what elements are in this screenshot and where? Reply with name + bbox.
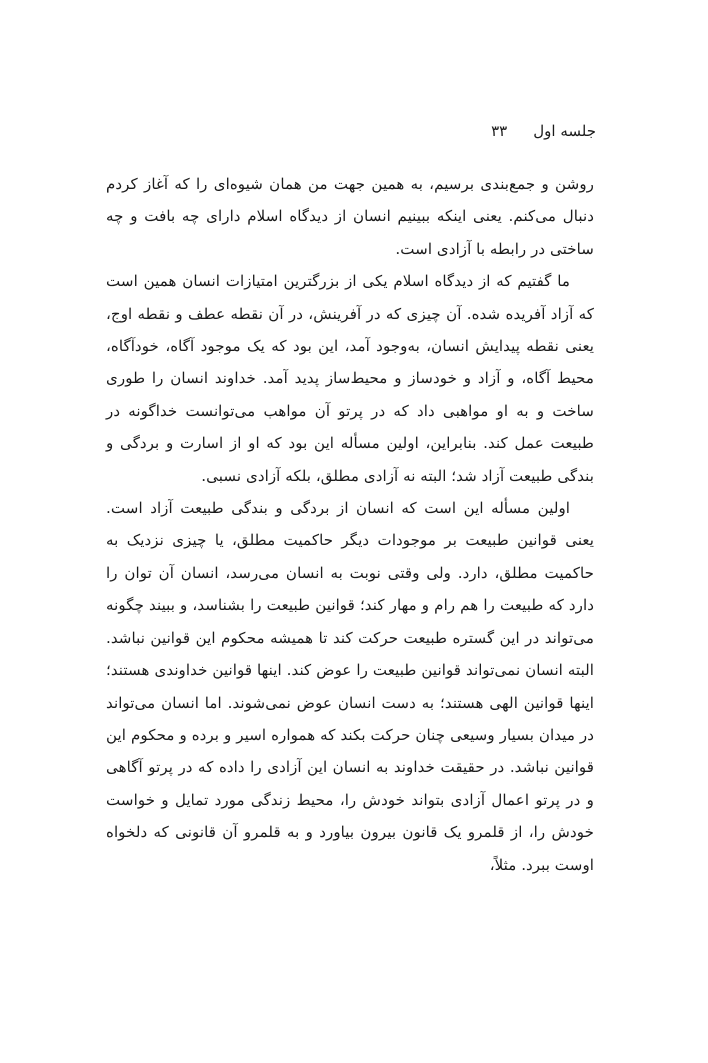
paragraph: ما گفتیم که از دیدگاه اسلام یکی از بزرگترین امتیازات انسان همین است که آزاد آفریده شده. آن چیزی که در آفرینش، در آن نقطه عطف و نقطه اوج، یعنی نقطه پیدایش انسان، به‌وجود آمد، این بود که یک موجود آگاه، خودآگاه، محیط آگاه، و آزاد و خودساز و محیط‌ساز پدید آمد. خداوند انسان را طوری ساخت و به او مواهبی داد که در پرتو آن مواهب می‌توانست خداگونه در طبیعت عمل کند. بنابراین، اولین مسأله این بود که او از اسارت و بردگی و بندگی طبیعت آزاد شد؛ البته نه آزادی مطلق، بلکه آزادی نسبی. xyxy=(106,272,594,485)
section-title: جلسه اول xyxy=(533,122,596,140)
paragraph: روشن و جمع‌بندی برسیم، به همین جهت من همان شیوه‌ای را که آغاز کردم دنبال می‌کنم. یعنی اینکه ببینیم انسان از دیدگاه اسلام دارای چه بافت و چه ساختی در رابطه با آزادی است. xyxy=(106,175,594,258)
paragraph: اولین مسأله این است که انسان از بردگی و بندگی طبیعت آزاد است. یعنی قوانین طبیعت بر موجودات دیگر حاکمیت مطلق، یا چیزی نزدیک به حاکمیت مطلق، دارد. ولی وقتی نوبت به انسان می‌رسد، انسان آن توان را دارد که طبیعت را هم رام و مهار کند؛ قوانین طبیعت را بشناسد، و ببیند چگونه می‌تواند در این گستره طبیعت حرکت کند تا همیشه محکوم این قوانین نباشد. البته انسان نمی‌تواند قوانین طبیعت را عوض کند. اینها قوانین خداوندی هستند؛ اینها قوانین الهی هستند؛ به دست انسان عوض نمی‌شوند. اما انسان می‌تواند در میدان بسیار وسیعی چنان حرکت بکند که همواره اسیر و برده و محکوم این قوانین نباشد. در حقیقت خداوند به انسان این آزادی را داده که در پرتو آگاهی و در پرتو اعمال آزادی بتواند خودش را، محیط زندگی مورد تمایل و خواست خودش را، از قلمرو یک قانون بیرون بیاورد و به قلمرو آن قانونی که دلخواه اوست ببرد. مثلاً، xyxy=(106,499,594,874)
page-number: ۳۳ xyxy=(491,122,508,140)
running-header xyxy=(491,122,596,140)
body-text xyxy=(106,168,594,881)
